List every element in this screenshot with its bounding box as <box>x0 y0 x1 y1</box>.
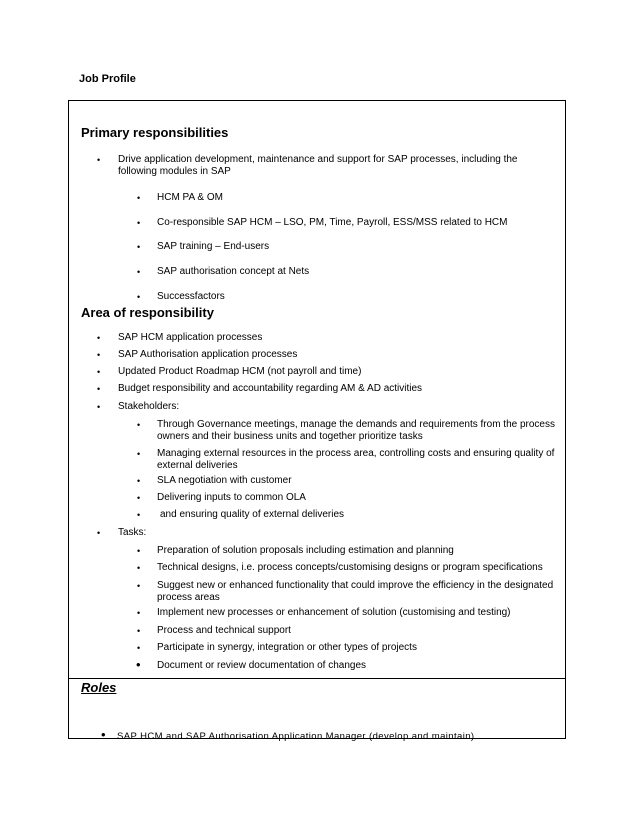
bullet-icon: • <box>137 626 141 636</box>
area-heading: Area of responsibility <box>81 305 214 320</box>
bullet-icon: • <box>137 608 141 618</box>
primary-intro: Drive application development, maintenance and support for SAP processes, including the following modules in SAP <box>118 154 518 177</box>
bullet-icon: • <box>97 528 101 538</box>
bullet-icon: • <box>97 350 101 360</box>
bullet-icon: • <box>137 218 141 228</box>
area-item: Budget responsibility and accountability regarding AM & AD activities <box>118 383 423 394</box>
roles-heading: Roles <box>81 680 117 695</box>
stakeholder-item: and ensuring quality of external deliveries <box>160 509 344 520</box>
bullet-icon: • <box>97 155 101 165</box>
bullet-icon: • <box>137 292 141 302</box>
task-item: Suggest new or enhanced functionality that could improve the efficiency in the designated process areas <box>157 580 554 603</box>
bullet-icon: • <box>137 510 141 520</box>
role-item: SAP HCM and SAP Authorisation Application Manager (develop and maintain) <box>117 731 475 742</box>
bullet-icon: • <box>137 546 141 556</box>
module-item: Co-responsible SAP HCM – LSO, PM, Time, Payroll, ESS/MSS related to HCM <box>157 217 508 228</box>
stakeholder-item: SLA negotiation with customer <box>157 475 292 486</box>
bullet-icon: • <box>137 193 141 203</box>
bullet-icon: • <box>137 643 141 653</box>
bullet-icon: • <box>137 563 141 573</box>
page-title: Job Profile <box>79 73 136 85</box>
stakeholder-item: Through Governance meetings, manage the demands and requirements from the process owners and their business units and together prioritize tasks <box>157 419 555 442</box>
bullet-icon: • <box>97 367 101 377</box>
bullet-icon: • <box>137 242 141 252</box>
task-item: Participate in synergy, integration or other types of projects <box>157 642 417 653</box>
bullet-icon: • <box>101 727 106 742</box>
area-item: SAP Authorisation application processes <box>118 349 298 360</box>
module-item: SAP training – End-users <box>157 241 270 252</box>
module-item: SAP authorisation concept at Nets <box>157 266 310 277</box>
area-item: Updated Product Roadmap HCM (not payroll and time) <box>118 366 362 377</box>
task-item: Document or review documentation of changes <box>157 660 367 671</box>
bullet-icon: • <box>137 449 141 459</box>
bullet-icon: • <box>136 657 141 672</box>
bullet-icon: • <box>137 476 141 486</box>
area-item: Stakeholders: <box>118 401 180 412</box>
bullet-icon: • <box>97 402 101 412</box>
module-item: Successfactors <box>157 291 225 302</box>
task-item: Implement new processes or enhancement of solution (customising and testing) <box>157 607 511 618</box>
stakeholder-item: Managing external resources in the process area, controlling costs and ensuring quality of external deliveries <box>157 448 555 471</box>
module-item: HCM PA & OM <box>157 192 223 203</box>
primary-heading: Primary responsibilities <box>81 125 229 140</box>
task-item: Process and technical support <box>157 625 291 636</box>
tasks-label: Tasks: <box>118 527 147 538</box>
bullet-icon: • <box>137 420 141 430</box>
bullet-icon: • <box>97 333 101 343</box>
bullet-icon: • <box>137 581 141 591</box>
bullet-icon: • <box>97 384 101 394</box>
bullet-icon: • <box>137 267 141 277</box>
bullet-icon: • <box>137 493 141 503</box>
roles-divider <box>68 678 566 679</box>
area-item: SAP HCM application processes <box>118 332 263 343</box>
task-item: Preparation of solution proposals including estimation and planning <box>157 545 454 556</box>
stakeholder-item: Delivering inputs to common OLA <box>157 492 306 503</box>
task-item: Technical designs, i.e. process concepts/customising designs or program specifications <box>157 562 543 573</box>
